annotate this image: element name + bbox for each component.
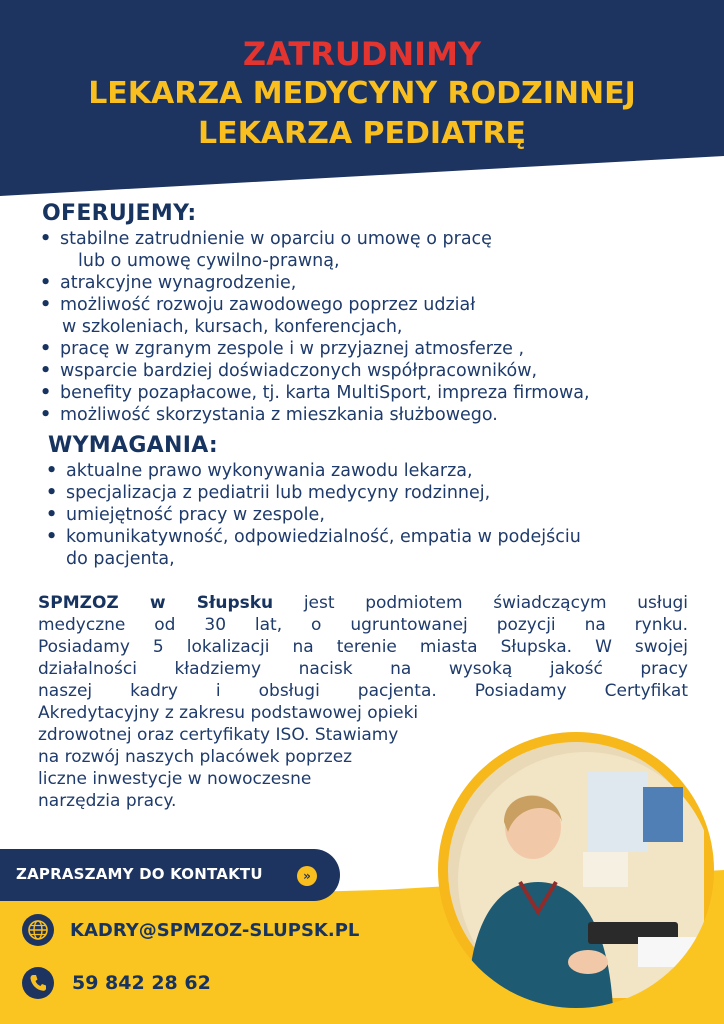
offer-item: • atrakcyjne wynagrodzenie, [38,272,590,294]
requirements-title: WYMAGANIA: [48,433,219,458]
doctor-illustration [438,732,714,1008]
about-line: naszej kadry i obsługi pacjenta. Posiadamy Certyfikat [38,681,688,701]
requirement-item: • specjalizacja z pediatrii lub medycyny rodzinnej, [44,482,581,504]
email-link[interactable]: KADRY@SPMZOZ-SLUPSK.PL [70,920,360,941]
requirement-item: • aktualne prawo wykonywania zawodu lekarza, [44,460,581,482]
offer-section [38,202,590,426]
requirement-item: • komunikatywność, odpowiedzialność, empatia w podejściu [44,526,581,548]
globe-icon [22,914,54,946]
requirements-section [44,434,581,570]
about-line: SPMZOZ w Słupsku jest podmiotem świadczącym usługi [38,593,688,613]
about-line: narzędzia pracy. [38,791,177,811]
phone-number[interactable]: 59 842 28 62 [72,972,211,994]
about-line: na rozwój naszych placówek poprzez [38,747,353,767]
offer-item: • pracę w zgranym zespole i w przyjaznej atmosferze , [38,338,590,360]
offer-item: • benefity pozapłacowe, tj. karta MultiSport, impreza firmowa, [38,382,590,404]
offer-item: • możliwość skorzystania z mieszkania służbowego. [38,404,590,426]
requirement-item: • umiejętność pracy w zespole, [44,504,581,526]
about-line: zdrowotnej oraz certyfikaty ISO. Stawiamy [38,725,399,745]
offer-list [38,228,590,426]
contact-banner-label: ZAPRASZAMY DO KONTAKTU [16,865,263,883]
about-line: Akredytacyjny z zakresu podstawowej opieki [38,703,419,723]
offer-item: • wsparcie bardziej doświadczonych współpracowników, [38,360,590,382]
headline-hiring: ZATRUDNIMY [242,35,482,73]
doctor-photo [438,732,714,1008]
about-line: medyczne od 30 lat, o ugruntowanej pozycji na rynku. [38,615,688,635]
organization-name: SPMZOZ w Słupsku [38,593,274,613]
offer-item-continued: lub o umowę cywilno-prawną, [78,251,340,271]
offer-item: • stabilne zatrudnienie w oparciu o umowę o pracę [38,228,590,250]
offer-item-continued: w szkoleniach, kursach, konferencjach, [62,317,403,337]
headline-position-family: LEKARZA MEDYCYNY RODZINNEJ [88,76,636,111]
about-line: działalności kładziemy nacisk na wysoką jakość pracy [38,659,688,679]
about-line: liczne inwestycje w nowoczesne [38,769,312,789]
requirement-item-continued: do pacjenta, [66,549,175,569]
requirements-list [44,460,581,570]
double-chevron-right-icon: » [297,866,317,886]
offer-item: • możliwość rozwoju zawodowego poprzez udział [38,294,590,316]
offer-title: OFERUJEMY: [42,201,197,226]
phone-icon [22,967,54,999]
about-line: Posiadamy 5 lokalizacji na terenie miasta Słupska. W swojej [38,637,688,657]
headline [0,34,724,154]
headline-position-pediatrician: LEKARZA PEDIATRĘ [197,116,527,151]
